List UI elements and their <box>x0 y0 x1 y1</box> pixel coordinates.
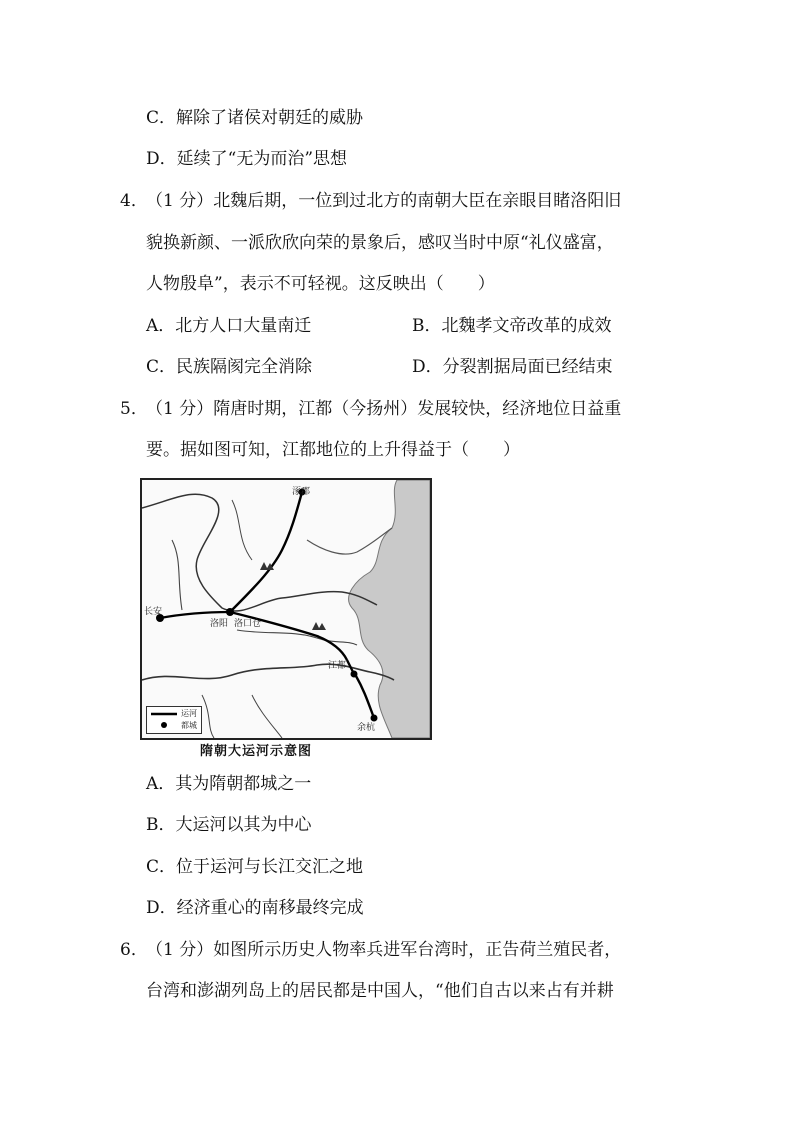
label-luoyang: 洛阳 <box>210 619 229 629</box>
q4-stem-line3: 人物殷阜”，表示不可轻视。这反映出（ ） <box>146 274 495 294</box>
q5-option-b: B．大运河以其为中心 <box>146 815 312 835</box>
q5-stem-line1: （1 分）隋唐时期，江都（今扬州）发展较快，经济地位日益重 <box>146 399 622 419</box>
legend-canal-label: 运河 <box>181 709 197 718</box>
label-jiangdu: 江都 <box>328 661 347 671</box>
q5-option-c: C．位于运河与长江交汇之地 <box>146 857 364 877</box>
q4-number: 4． <box>120 191 148 211</box>
q6-number: 6． <box>120 940 148 960</box>
q4-option-a: A．北方人口大量南迁 <box>146 316 312 336</box>
label-zhuojun: 涿郡 <box>292 487 311 497</box>
q5-number: 5． <box>120 399 148 419</box>
q6-stem-line2: 台湾和澎湖列岛上的居民都是中国人，“他们自古以来占有并耕 <box>146 981 614 1001</box>
canal-jiangnan <box>356 676 374 718</box>
map-drawing <box>142 480 430 738</box>
q5-option-a: A．其为隋朝都城之一 <box>146 774 312 794</box>
label-changan: 长安 <box>144 607 163 617</box>
q3-option-c: C．解除了诸侯对朝廷的威胁 <box>146 108 364 128</box>
luoyang-dot <box>226 608 234 616</box>
q4-option-c: C．民族隔阂完全消除 <box>146 357 313 377</box>
q4-stem-line2: 貌换新颜、一派欣欣向荣的景象后，感叹当时中原“礼仪盛富， <box>146 233 614 253</box>
q4-stem-line1: （1 分）北魏后期，一位到过北方的南朝大臣在亲眼目睹洛阳旧 <box>146 191 622 211</box>
yellow-river <box>142 494 377 611</box>
q4-option-d: D．分裂割据局面已经结束 <box>412 357 613 377</box>
grand-canal-map <box>140 478 432 740</box>
jiangdu-dot <box>351 671 358 678</box>
canal-yongji <box>230 492 302 612</box>
map-legend <box>146 706 202 734</box>
sea-area <box>349 480 430 738</box>
q6-stem-line1: （1 分）如图所示历史人物率兵进军台湾时，正告荷兰殖民者， <box>146 940 622 960</box>
q3-option-d: D．延续了“无为而治”思想 <box>146 149 348 169</box>
legend-capital-label: 都城 <box>181 721 197 730</box>
map-caption: 隋朝大运河示意图 <box>200 744 313 759</box>
label-yuhang: 余杭 <box>357 723 376 733</box>
label-luokoucang: 洛口仓 <box>234 619 262 629</box>
q5-option-d: D．经济重心的南移最终完成 <box>146 898 364 918</box>
q5-stem-line2: 要。据如图可知，江都地位的上升得益于（ ） <box>146 440 520 460</box>
q4-option-b: B．北魏孝文帝改革的成效 <box>412 316 612 336</box>
